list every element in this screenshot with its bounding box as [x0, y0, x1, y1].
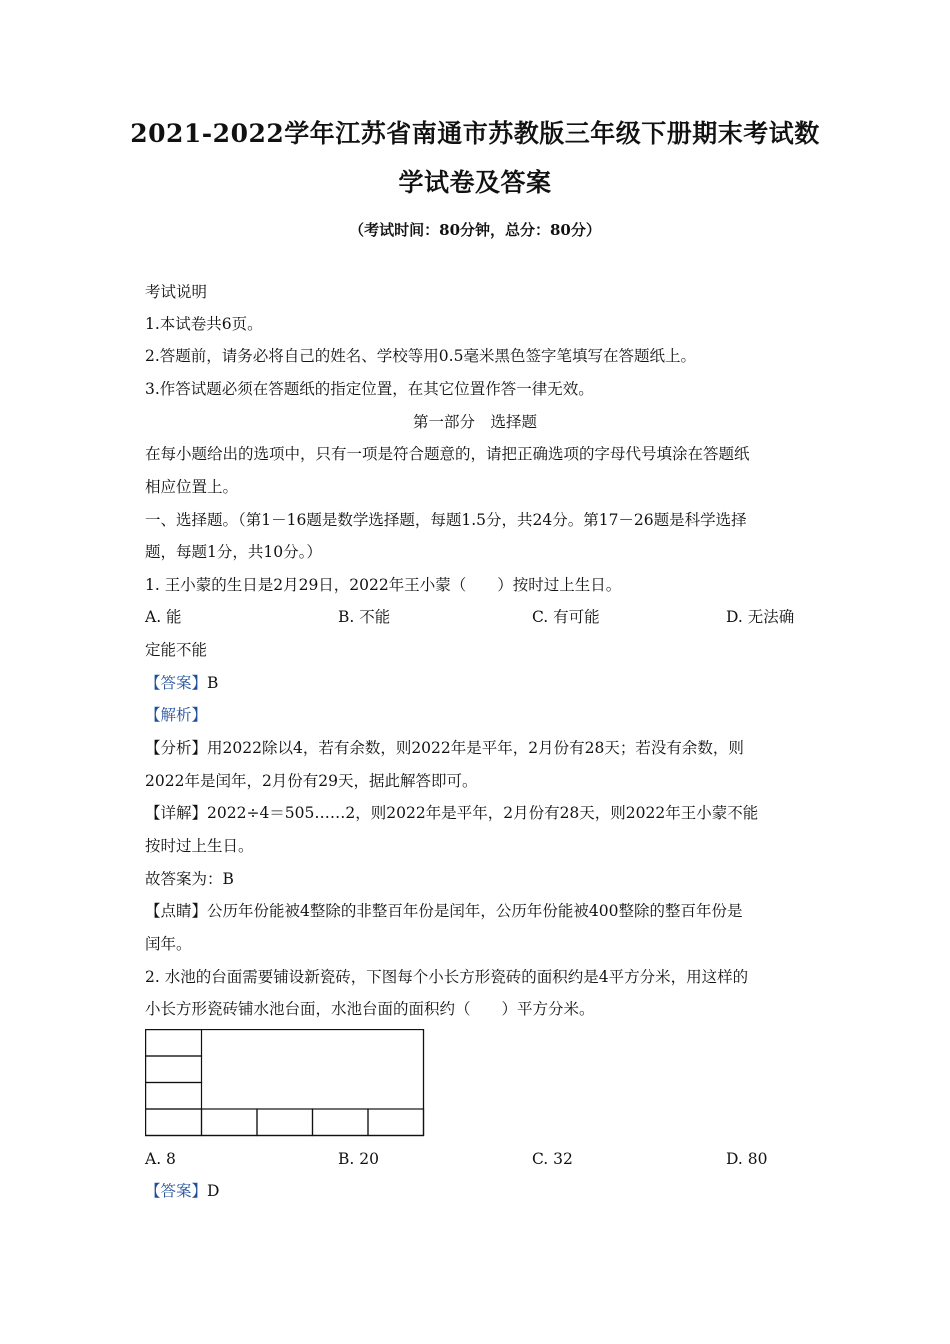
q1-option-a: A. 能 [145, 608, 182, 626]
xiangjie-tag: 【详解】 [145, 804, 208, 822]
tile-left-2 [146, 1056, 202, 1083]
q1-answer [145, 672, 218, 694]
xiangjie-text-1: 2022÷4＝505……2，则2022年是平年，2月份有28天，则2022年王小蒙不能 [207, 804, 759, 822]
q2-stem-line-2: 小长方形瓷砖铺水池台面，水池台面的面积约（ ）平方分米。 [145, 1000, 595, 1018]
dianjing-text-1: 公历年份能被4整除的非整百年份是闰年，公历年份能被400整除的整百年份是 [207, 902, 743, 920]
q2-option-c: C. 32 [532, 1150, 573, 1168]
q2-option-b: B. 20 [338, 1150, 379, 1168]
section-heading-line-1: 一、选择题。（第1－16题是数学选择题，每题1.5分，共24分。第17－26题是科学选择 [145, 511, 747, 529]
q1-fenxi-line-2: 2022年是闰年，2月份有29天，据此解答即可。 [145, 772, 478, 790]
part1-heading: 第一部分 选择题 [412, 413, 537, 431]
tile-figure [145, 1029, 425, 1139]
q1-option-d-wrap: 定能不能 [145, 641, 208, 659]
instructions-heading: 考试说明 [145, 283, 208, 301]
fenxi-text-1: 用2022除以4，若有余数，则2022年是平年，2月份有28天；若没有余数，则 [207, 739, 744, 757]
document-title-line-1: 2021-2022学年江苏省南通市苏教版三年级下册期末考试数 [130, 119, 820, 148]
q1-answer-value: B [207, 674, 219, 692]
tile-bottom-1 [146, 1109, 202, 1136]
fenxi-tag: 【分析】 [145, 739, 208, 757]
tile-bottom-2 [202, 1109, 258, 1136]
q1-option-c: C. 有可能 [532, 608, 600, 626]
q1-xiangjie-line-2: 按时过上生日。 [145, 837, 254, 855]
section-heading-line-2: 题，每题1分，共10分。） [145, 543, 322, 561]
q2-answer-value: D [207, 1182, 220, 1200]
analysis-tag: 【解析】 [145, 706, 208, 724]
q2-option-a: A. 8 [145, 1150, 176, 1168]
q1-analysis [145, 704, 207, 726]
instruction-item-2: 2.答题前，请务必将自己的姓名、学校等用0.5毫米黑色签字笔填写在答题纸上。 [145, 347, 696, 365]
answer-tag: 【答案】 [145, 674, 208, 692]
q1-dianjing-line-2: 闰年。 [145, 935, 192, 953]
dianjing-tag: 【点睛】 [145, 902, 208, 920]
q1-stem: 1. 王小蒙的生日是2月29日，2022年王小蒙（ ）按时过上生日。 [145, 576, 622, 594]
q1-dianjing-line-1 [145, 900, 742, 922]
q2-stem-line-1: 2. 水池的台面需要铺设新瓷砖，下图每个小长方形瓷砖的面积约是4平方分米，用这样的 [145, 968, 749, 986]
document-title-line-2: 学试卷及答案 [398, 168, 552, 197]
tile-bottom-5 [368, 1109, 424, 1136]
answer-tag: 【答案】 [145, 1182, 208, 1200]
part1-intro-line-1: 在每小题给出的选项中，只有一项是符合题意的，请把正确选项的字母代号填涂在答题纸 [145, 445, 750, 463]
q1-fenxi-line-1 [145, 737, 744, 759]
q1-option-b: B. 不能 [338, 608, 391, 626]
tile-left-3 [146, 1083, 202, 1110]
q2-answer [145, 1180, 219, 1202]
part1-intro-line-2: 相应位置上。 [145, 478, 239, 496]
tile-bottom-4 [313, 1109, 369, 1136]
q1-conclusion: 故答案为：B [145, 870, 234, 888]
q1-xiangjie-line-1 [145, 802, 758, 824]
q1-option-d: D. 无法确 [726, 608, 795, 626]
q2-option-d: D. 80 [726, 1150, 768, 1168]
tile-left-1 [146, 1030, 202, 1057]
instruction-item-1: 1.本试卷共6页。 [145, 315, 263, 333]
instruction-item-3: 3.作答试题必须在答题纸的指定位置，在其它位置作答一律无效。 [145, 380, 594, 398]
tile-bottom-3 [257, 1109, 313, 1136]
exam-info: （考试时间：80分钟，总分：80分） [349, 221, 601, 239]
